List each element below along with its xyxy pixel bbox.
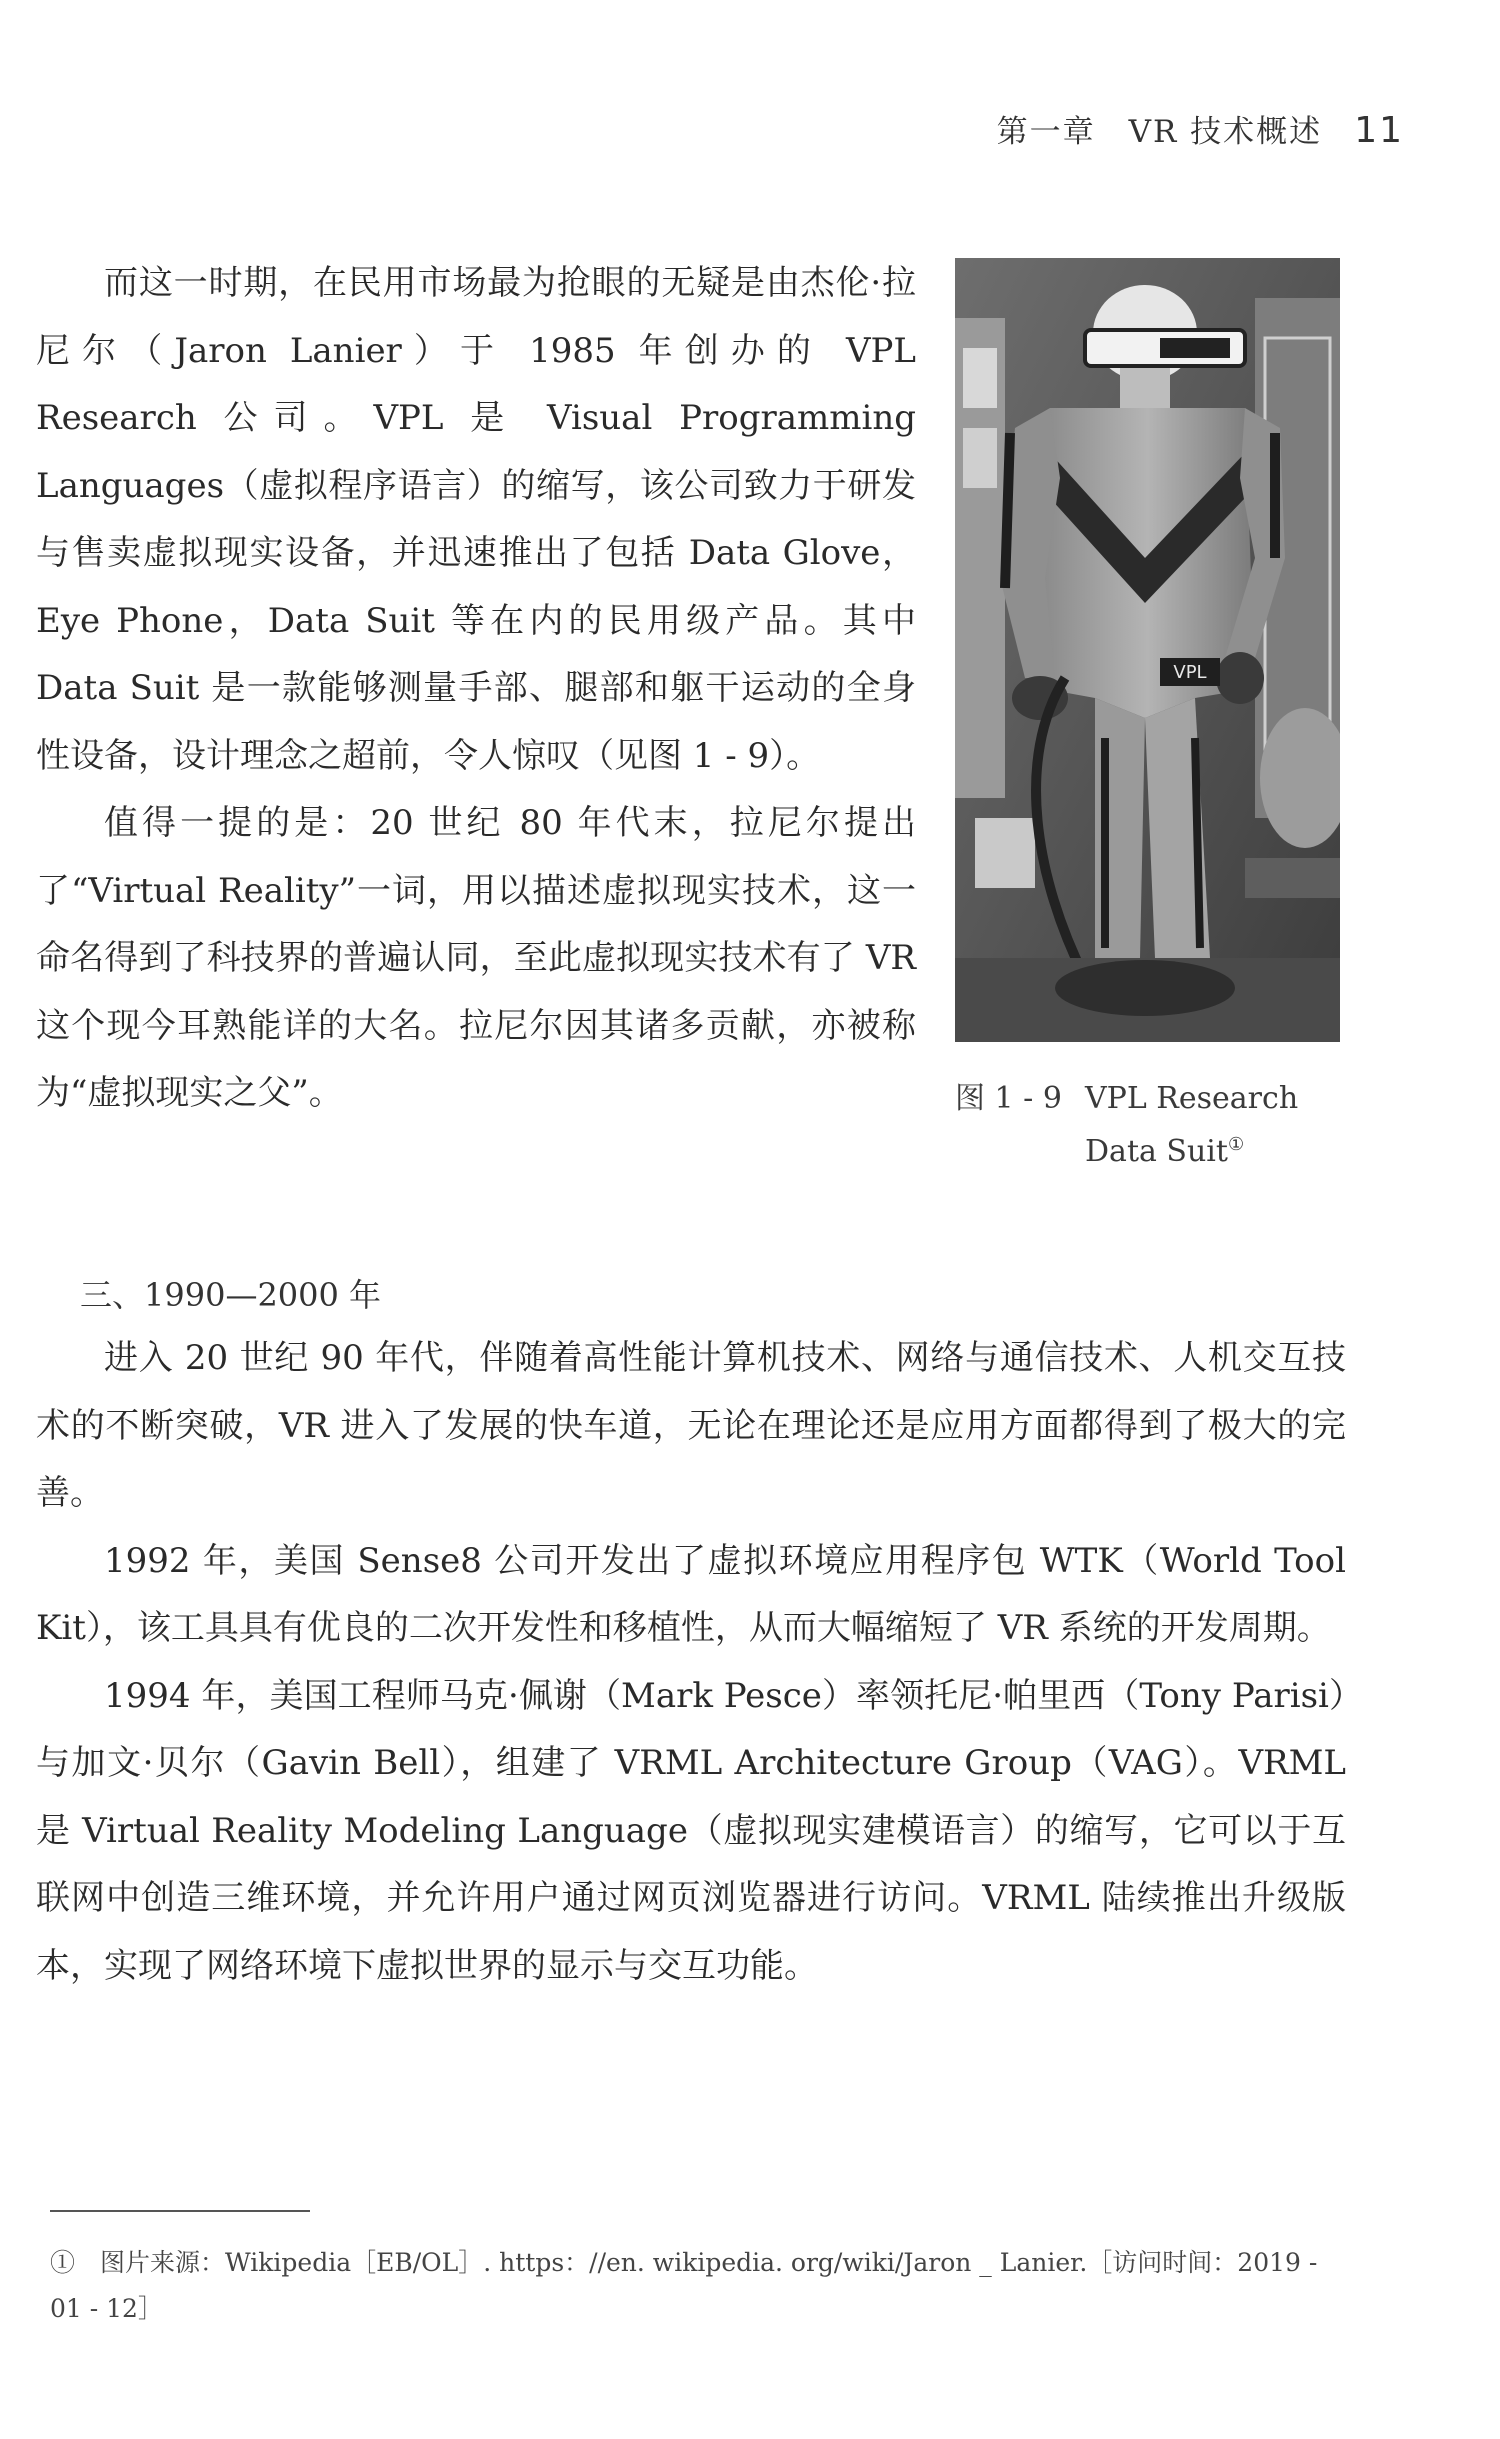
figure-title: VPL Research Data Suit① [1085, 1081, 1299, 1169]
data-suit-photo [955, 258, 1340, 1042]
suit-vpl-label: VPL [1173, 662, 1207, 683]
figure-caption [955, 1076, 1340, 1175]
paragraph: 进入 20 世纪 90 年代，伴随着高性能计算机技术、网络与通信技术、人机交互技术的不断突破，VR 进入了发展的快车道，无论在理论还是应用方面都得到了极大的完善。 [36, 1338, 1346, 1513]
footnote: ① 图片来源：Wikipedia［EB/OL］. https：//en. wikipedia. org/wiki/Jaron _ Lanier.［访问时间：2019 - 01 - 12］ [50, 2248, 1318, 2323]
footnote-marker: ① [1227, 1134, 1245, 1155]
figure-number: 图 1 - 9 [955, 1081, 1062, 1116]
section-heading: 三、1990—2000 年 [80, 1276, 382, 1314]
paragraph: 1992 年，美国 Sense8 公司开发出了虚拟环境应用程序包 WTK（World Tool Kit），该工具具有优良的二次开发性和移植性，从而大幅缩短了 VR 系统的开发周期。 [36, 1540, 1346, 1648]
page-number: 11 [1354, 110, 1404, 151]
footnote-divider [50, 2210, 310, 2212]
running-header [997, 106, 1404, 151]
lower-text-block [36, 1325, 1346, 2000]
paragraph: 1994 年，美国工程师马克·佩谢（Mark Pesce）率领托尼·帕里西（Tony Parisi）与加文·贝尔（Gavin Bell），组建了 VRML Architecture Group（VAG）。VRML 是 Virtual Reality Modeling Language（虚拟现实建模语言）的缩写，它可以于互联网中创造三维环境，并允许用户通过网页浏览器进行访问。VRML 陆续推出升级版本，实现了网络环境下虚拟世界的显示与交互功能。 [36, 1675, 1346, 1986]
figure-1-9 [955, 258, 1340, 1175]
upper-text-column [36, 250, 916, 1128]
chapter-title: 第一章 VR 技术概述 [996, 114, 1323, 150]
paragraph: 而这一时期，在民用市场最为抢眼的无疑是由杰伦·拉尼尔（Jaron Lanier）于 1985 年创办的 VPL Research 公司。VPL 是 Visual Programming Languages（虚拟程序语言）的缩写，该公司致力于研发与售卖虚拟现实设备，并迅速推出了包括 Data Glove，Eye Phone，Data Suit 等在内的民用级产品。其中 Data Suit 是一款能够测量手部、腿部和躯干运动的全身性设备，设计理念之超前，令人惊叹（见图 1 - 9）。 [36, 263, 916, 776]
paragraph: 值得一提的是：20 世纪 80 年代末，拉尼尔提出了“Virtual Reality”一词，用以描述虚拟现实技术，这一命名得到了科技界的普遍认同，至此虚拟现实技术有了 VR 这个现今耳熟能详的大名。拉尼尔因其诸多贡献，亦被称为“虚拟现实之父”。 [36, 803, 916, 1113]
